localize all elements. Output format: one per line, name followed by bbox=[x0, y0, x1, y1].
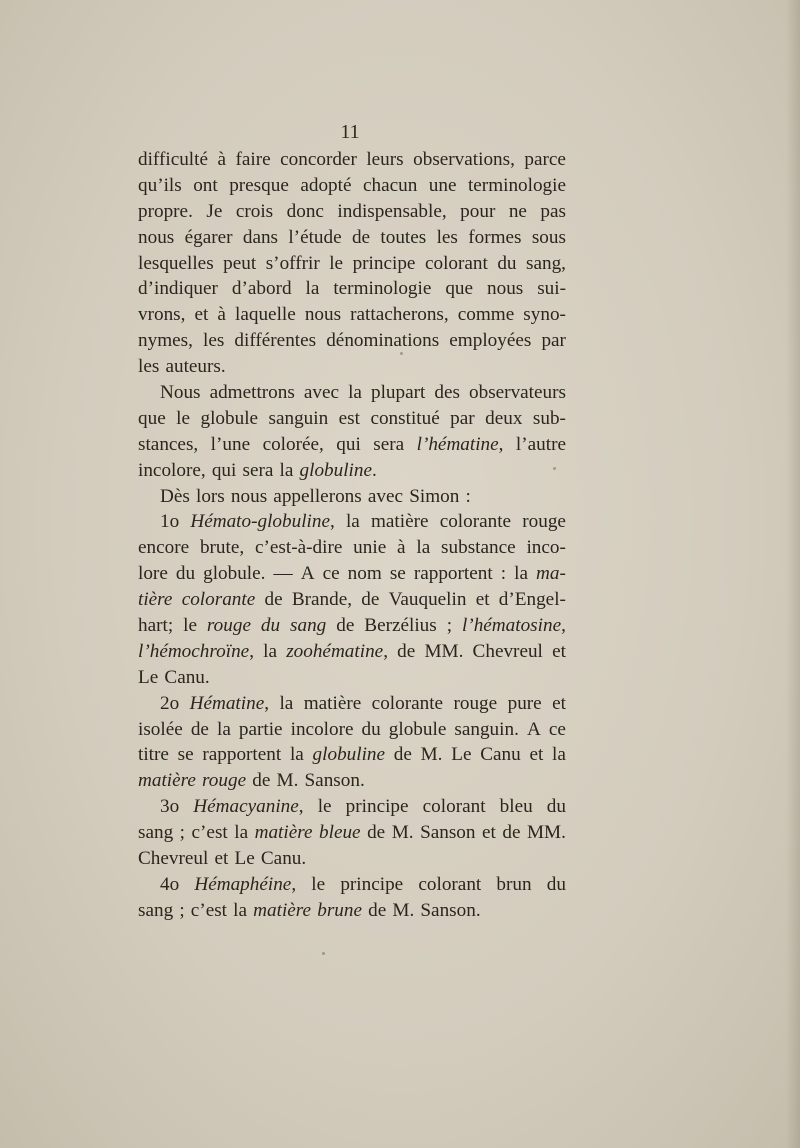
word: la bbox=[216, 718, 231, 740]
word: Chevreul bbox=[472, 640, 543, 662]
word: nous bbox=[138, 226, 175, 248]
word: propre. bbox=[138, 200, 193, 222]
word: de bbox=[190, 718, 209, 740]
word: les bbox=[436, 226, 458, 248]
text-line bbox=[138, 613, 566, 639]
text-line bbox=[138, 432, 566, 458]
word: presque bbox=[229, 174, 289, 196]
word: rouge bbox=[202, 770, 247, 792]
word: se bbox=[389, 563, 406, 585]
word: appellerons bbox=[273, 485, 362, 507]
word: bleue bbox=[319, 822, 361, 844]
word: matière bbox=[253, 899, 312, 921]
word: 1o bbox=[160, 511, 180, 533]
word: c’est bbox=[190, 899, 228, 921]
word: la bbox=[416, 537, 431, 559]
word: Brande, bbox=[291, 589, 353, 611]
word: la bbox=[279, 459, 294, 481]
paper-speck bbox=[322, 952, 325, 955]
text-line bbox=[138, 509, 566, 535]
word: incolore, bbox=[138, 459, 206, 481]
word: nom bbox=[347, 563, 382, 585]
word: l’une bbox=[210, 433, 251, 455]
word: Sanson bbox=[420, 822, 476, 844]
word: indispensable, bbox=[337, 200, 447, 222]
word: matière bbox=[138, 770, 196, 792]
word: la bbox=[234, 822, 249, 844]
word: c’est bbox=[191, 822, 228, 844]
word: ont bbox=[193, 174, 218, 196]
word: sang bbox=[138, 822, 174, 844]
word: et bbox=[529, 744, 544, 766]
text-line bbox=[138, 302, 566, 328]
text-line bbox=[138, 691, 566, 717]
word: sanguin bbox=[268, 407, 329, 429]
word: adopté bbox=[300, 174, 352, 196]
word: colorée, bbox=[262, 433, 324, 455]
word: M. bbox=[391, 822, 414, 844]
word: la bbox=[348, 382, 362, 404]
page-number: 11 bbox=[340, 121, 360, 143]
paper-speck bbox=[553, 467, 556, 470]
word: colorant bbox=[418, 873, 482, 895]
word: 3o bbox=[160, 796, 180, 818]
word: l’hématosine, bbox=[461, 615, 566, 637]
word: colorante bbox=[439, 511, 512, 533]
word: à bbox=[217, 304, 226, 326]
word: difficulté bbox=[138, 149, 208, 170]
word: sui- bbox=[537, 278, 566, 300]
word: 4o bbox=[160, 873, 180, 895]
word: de bbox=[502, 822, 521, 844]
text-line bbox=[138, 768, 566, 794]
word: du bbox=[546, 873, 566, 895]
word: M. bbox=[392, 899, 415, 921]
word: le bbox=[329, 252, 344, 274]
word: lors bbox=[195, 485, 225, 507]
word: à bbox=[217, 149, 226, 170]
word: le bbox=[183, 615, 197, 637]
word: pas bbox=[540, 200, 566, 222]
word: nous bbox=[230, 485, 268, 507]
text-line bbox=[138, 276, 566, 302]
text-line bbox=[138, 535, 566, 561]
text-line bbox=[138, 898, 566, 924]
word: et bbox=[214, 848, 229, 870]
word: qu’ils bbox=[138, 174, 182, 196]
word: le bbox=[176, 407, 191, 429]
word: ; bbox=[179, 822, 186, 844]
word: avec bbox=[303, 382, 340, 404]
word: Hémato-globuline, bbox=[190, 511, 335, 533]
word: ; bbox=[179, 899, 185, 921]
word: principe bbox=[345, 796, 409, 818]
word: l’autre bbox=[515, 433, 566, 455]
word: hart; bbox=[138, 615, 174, 637]
word: globuline. bbox=[299, 459, 377, 481]
word: Hémaphéine, bbox=[194, 873, 297, 895]
word: brun bbox=[496, 873, 532, 895]
word: du bbox=[260, 615, 281, 637]
word: la bbox=[233, 899, 248, 921]
text-line bbox=[138, 587, 566, 613]
word: c’est-à-dire bbox=[255, 537, 343, 559]
word: parce bbox=[524, 149, 566, 170]
word: auteurs. bbox=[165, 356, 226, 378]
text-line bbox=[138, 458, 566, 484]
word: et bbox=[552, 640, 566, 662]
word: inco- bbox=[526, 537, 566, 559]
word: ce bbox=[548, 718, 566, 740]
word: le bbox=[311, 873, 326, 895]
word: différentes bbox=[234, 330, 317, 352]
text-line bbox=[138, 173, 566, 199]
word: ; bbox=[446, 615, 453, 637]
word: Simon bbox=[409, 485, 460, 507]
word: Chevreul bbox=[138, 848, 209, 870]
word: Hémacyanine, bbox=[193, 796, 304, 818]
text-line bbox=[138, 406, 566, 432]
word: l’étude bbox=[288, 226, 342, 248]
word: observations, bbox=[413, 149, 515, 170]
word: matière bbox=[370, 511, 429, 533]
word: toutes bbox=[380, 226, 427, 248]
word: Le bbox=[451, 744, 472, 766]
word: ce bbox=[322, 563, 340, 585]
word: Le bbox=[138, 666, 159, 688]
word: de bbox=[336, 615, 355, 637]
word: s’offrir bbox=[265, 252, 320, 274]
word: dénominations bbox=[326, 330, 440, 352]
word: vrons, bbox=[138, 304, 186, 326]
word: constitué bbox=[370, 407, 440, 429]
text-line bbox=[138, 665, 566, 691]
word: la bbox=[552, 744, 566, 766]
word: partie bbox=[238, 718, 283, 740]
word: deux bbox=[485, 407, 523, 429]
word: la bbox=[345, 511, 360, 533]
word: isolée bbox=[138, 718, 183, 740]
word: du bbox=[361, 718, 381, 740]
word: de bbox=[368, 899, 387, 921]
word: terminologie bbox=[467, 174, 566, 196]
text-line bbox=[138, 561, 566, 587]
word: M. bbox=[276, 770, 299, 792]
word: sera bbox=[242, 459, 274, 481]
word: sang bbox=[290, 615, 327, 637]
word: sang bbox=[138, 899, 174, 921]
word: colorant bbox=[424, 252, 488, 274]
text-line bbox=[138, 147, 566, 173]
word: Nous bbox=[160, 382, 201, 404]
word: se bbox=[177, 744, 194, 766]
word: pour bbox=[460, 200, 496, 222]
word: qui bbox=[336, 433, 361, 455]
word: faire bbox=[235, 149, 271, 170]
word: d’abord bbox=[231, 278, 292, 300]
word: rouge bbox=[453, 692, 498, 714]
word: 2o bbox=[160, 692, 180, 714]
word: l’hématine, bbox=[416, 433, 504, 455]
word: de bbox=[361, 589, 380, 611]
word: observateurs bbox=[469, 382, 566, 404]
word: brune bbox=[317, 899, 362, 921]
word: sanguin. bbox=[454, 718, 519, 740]
word: la bbox=[263, 640, 278, 662]
text-line bbox=[138, 484, 566, 510]
word: sous bbox=[531, 226, 566, 248]
word: rapportent bbox=[413, 563, 493, 585]
word: de bbox=[397, 640, 416, 662]
word: une bbox=[428, 174, 457, 196]
word: MM. bbox=[526, 822, 566, 844]
text-line bbox=[138, 820, 566, 846]
word: Canu. bbox=[260, 848, 307, 870]
word: les bbox=[203, 330, 225, 352]
text-line bbox=[138, 794, 566, 820]
word: ma- bbox=[536, 563, 566, 585]
word: avec bbox=[367, 485, 404, 507]
word: et bbox=[552, 692, 566, 714]
word: colorante bbox=[371, 692, 444, 714]
text-line bbox=[138, 225, 566, 251]
word: de bbox=[393, 744, 412, 766]
word: rouge bbox=[206, 615, 251, 637]
text-line bbox=[138, 717, 566, 743]
word: colorant bbox=[422, 796, 486, 818]
word: la bbox=[305, 278, 320, 300]
word: : bbox=[465, 485, 471, 507]
word: qui bbox=[211, 459, 237, 481]
word: nous bbox=[487, 278, 524, 300]
word: de bbox=[367, 822, 386, 844]
word: que bbox=[445, 278, 474, 300]
word: ne bbox=[508, 200, 527, 222]
word: d’Engel- bbox=[498, 589, 566, 611]
word: matière bbox=[303, 692, 362, 714]
word: rattacherons, bbox=[350, 304, 449, 326]
word: principe bbox=[340, 873, 404, 895]
word: est bbox=[338, 407, 360, 429]
word: syno- bbox=[523, 304, 566, 326]
word: la bbox=[289, 744, 304, 766]
word: bleu bbox=[499, 796, 533, 818]
word: du bbox=[497, 252, 517, 274]
word: de bbox=[351, 226, 371, 248]
word: colorante bbox=[181, 589, 256, 611]
text-line bbox=[138, 846, 566, 872]
word: nymes, bbox=[138, 330, 193, 352]
text-line bbox=[138, 251, 566, 277]
word: A bbox=[300, 563, 315, 585]
word: globule bbox=[388, 718, 447, 740]
text-line bbox=[138, 872, 566, 898]
word: laquelle bbox=[235, 304, 296, 326]
text-line bbox=[138, 199, 566, 225]
word: Vauquelin bbox=[388, 589, 467, 611]
word: terminologie bbox=[333, 278, 432, 300]
word: A bbox=[526, 718, 541, 740]
word: chacun bbox=[362, 174, 418, 196]
word: principe bbox=[352, 252, 416, 274]
word: Je bbox=[206, 200, 223, 222]
word: lesquelles bbox=[138, 252, 214, 274]
word: la bbox=[514, 563, 528, 585]
word: matière bbox=[254, 822, 313, 844]
word: sang, bbox=[526, 252, 566, 274]
paper-speck bbox=[400, 352, 403, 355]
word: plupart bbox=[370, 382, 426, 404]
word: nous bbox=[304, 304, 342, 326]
word: concorder bbox=[280, 149, 357, 170]
word: sub- bbox=[532, 407, 566, 429]
word: d’indiquer bbox=[138, 278, 218, 300]
word: pure bbox=[507, 692, 542, 714]
word: lore bbox=[138, 563, 168, 585]
word: Sanson. bbox=[304, 770, 365, 792]
word: incolore bbox=[290, 718, 354, 740]
text-line bbox=[138, 328, 566, 354]
word: tière bbox=[138, 589, 173, 611]
word: — bbox=[273, 563, 293, 585]
word: peut bbox=[223, 252, 257, 274]
word: comme bbox=[457, 304, 515, 326]
word: dans bbox=[242, 226, 279, 248]
word: crois bbox=[235, 200, 274, 222]
word: et bbox=[482, 822, 496, 844]
text-line bbox=[138, 380, 566, 406]
word: que bbox=[138, 407, 166, 429]
word: donc bbox=[286, 200, 324, 222]
word: globule bbox=[200, 407, 259, 429]
word: Berzélius bbox=[364, 615, 437, 637]
word: rouge bbox=[522, 511, 566, 533]
word: et bbox=[194, 304, 209, 326]
word: l’hémochroïne, bbox=[138, 640, 254, 662]
text-line bbox=[138, 639, 566, 665]
text-line bbox=[138, 742, 566, 768]
word: encore bbox=[138, 537, 190, 559]
word: zoohématine, bbox=[286, 640, 388, 662]
word: employées bbox=[449, 330, 532, 352]
word: du bbox=[175, 563, 196, 585]
word: MM. bbox=[424, 640, 464, 662]
word: des bbox=[434, 382, 460, 404]
word: égarer bbox=[184, 226, 233, 248]
word: Dès bbox=[160, 485, 190, 507]
word: substance bbox=[441, 537, 516, 559]
word: les bbox=[138, 356, 160, 378]
word: globule. bbox=[203, 563, 266, 585]
word: rapportent bbox=[202, 744, 282, 766]
word: sera bbox=[373, 433, 405, 455]
word: à bbox=[397, 537, 406, 559]
body-text bbox=[138, 147, 566, 924]
word: le bbox=[317, 796, 332, 818]
word: de bbox=[252, 770, 271, 792]
word: M. bbox=[420, 744, 443, 766]
word: et bbox=[475, 589, 490, 611]
word: Canu bbox=[480, 744, 521, 766]
word: unie bbox=[353, 537, 387, 559]
word: leurs bbox=[366, 149, 404, 170]
word: brute, bbox=[199, 537, 245, 559]
word: la bbox=[279, 692, 294, 714]
word: formes bbox=[468, 226, 522, 248]
word: par bbox=[541, 330, 566, 352]
word: du bbox=[546, 796, 566, 818]
word: admettrons bbox=[209, 382, 295, 404]
word: stances, bbox=[138, 433, 199, 455]
word: par bbox=[450, 407, 475, 429]
word: de bbox=[264, 589, 283, 611]
text-line bbox=[138, 354, 566, 380]
word: Le bbox=[234, 848, 255, 870]
word: Sanson. bbox=[420, 899, 481, 921]
word: globuline bbox=[312, 744, 386, 766]
word: titre bbox=[138, 744, 169, 766]
word: : bbox=[500, 563, 507, 585]
word: Canu. bbox=[164, 666, 210, 688]
word: Hématine, bbox=[189, 692, 270, 714]
